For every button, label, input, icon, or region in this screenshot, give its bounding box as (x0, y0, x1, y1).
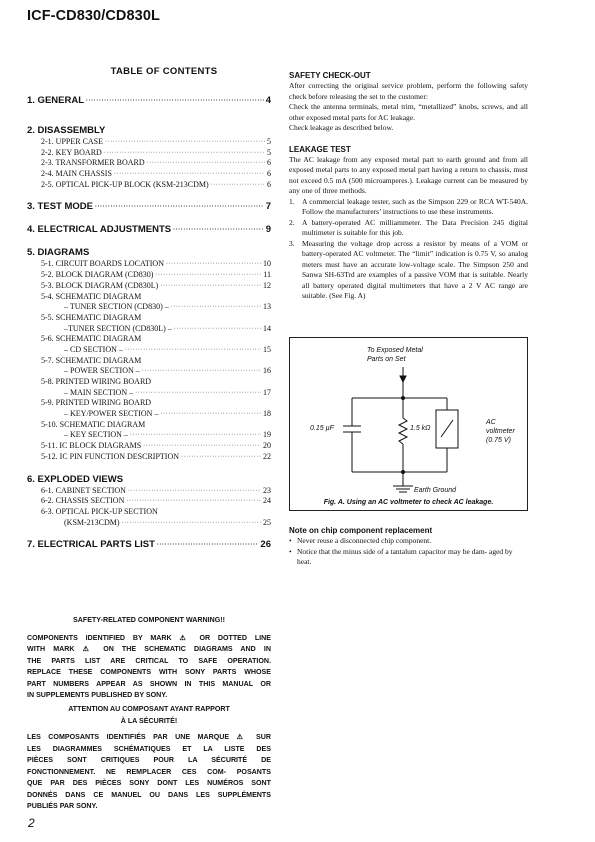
figure-caption: Fig. A. Using an AC voltmeter to check AC leakage. (323, 499, 494, 506)
toc-section-exploded-views[interactable]: 6. EXPLODED VIEWS (27, 473, 124, 485)
figure-ac-voltmeter-circuit (289, 337, 528, 511)
toc-item[interactable]: – POWER SECTION – ····· 16 (27, 366, 271, 377)
toc-item[interactable]: 5-3. BLOCK DIAGRAM (CD830L) ····· 12 (27, 281, 271, 292)
toc-item: 6-3. OPTICAL PICK-UP SECTION (41, 506, 158, 516)
figure-label-voltmeter: AC voltmeter (0.75 V) (486, 419, 515, 444)
list-item: 2. A battery-operated AC milliammeter. The Data Precision 245 digital multimeter is suitable for this job. (289, 217, 528, 237)
list-item: 3. Measuring the voltage drop across a resistor by means of a VOM or battery-operated AC voltmeter. The “limit” indication is 0.75 V, so analog meters must have an accurate low-voltage scale. The Simpson 250 and Sanwa SH-63Trd are examples of a passive VOM that is suitable. Nearly all battery operated digital multimeters that have a 2 V AC range are suitable. (See Fig. A) (289, 238, 528, 300)
toc-item: 5-7. SCHEMATIC DIAGRAM (41, 355, 142, 365)
toc-item: 5-6. SCHEMATIC DIAGRAM (41, 334, 142, 344)
toc-section-disassembly[interactable]: 2. DISASSEMBLY (27, 125, 106, 136)
toc-item[interactable]: 6-1. CABINET SECTION ····· 23 (27, 486, 271, 497)
method-list (289, 197, 528, 302)
toc-item[interactable]: 5-2. BLOCK DIAGRAM (CD830) ····· 11 (27, 270, 271, 281)
toc-item: 5-5. SCHEMATIC DIAGRAM (41, 312, 142, 322)
toc-item[interactable]: 2-5. OPTICAL PICK-UP BLOCK (KSM-213CDM) ····· 6 (27, 180, 271, 191)
chip-component-note (289, 525, 528, 568)
warning-line: WITH MARK ⚠ ON THE SCHEMATIC DIAGRAMS AND IN (27, 645, 271, 653)
toc-item[interactable]: 5-1. CIRCUIT BOARDS LOCATION ····· 10 (27, 259, 271, 270)
toc-item: 5-10. SCHEMATIC DIAGRAM (41, 419, 146, 429)
warning-title: ATTENTION AU COMPOSANT AYANT RAPPORT (68, 705, 230, 713)
toc-item[interactable]: 5-12. IC PIN FUNCTION DESCRIPTION ····· 22 (27, 452, 271, 463)
toc-item: 5-9. PRINTED WIRING BOARD (41, 398, 152, 408)
section-heading: LEAKAGE TEST (289, 144, 351, 154)
warning-line: IN SUPPLEMENTS PUBLISHED BY SONY. (27, 691, 168, 699)
note-list (289, 536, 528, 568)
toc-item[interactable]: – CD SECTION – ····· 15 (27, 345, 271, 356)
warning-line: PIÈCES SONT CRITIQUES POUR LA SÉCURITÉ DE (27, 756, 271, 764)
toc-item: 5-4. SCHEMATIC DIAGRAM (41, 291, 142, 301)
toc-item: 5-8. PRINTED WIRING BOARD (41, 377, 152, 386)
figure-label-resistor: 1.5 kΩ (410, 425, 431, 432)
toc-item[interactable]: –TUNER SECTION (CD830L) – ····· 14 (27, 324, 271, 335)
figure-label-capacitor: 0.15 µF (310, 425, 334, 432)
warning-line: QUE PAR DES PIÈCES SONY DONT LES NUMÉROS SONT (27, 779, 271, 787)
toc-item[interactable]: – MAIN SECTION – ····· 17 (27, 388, 271, 399)
toc-item[interactable]: 2-2. KEY BOARD ····· 5 (27, 148, 271, 159)
toc-item[interactable]: 6-2. CHASSIS SECTION ····· 24 (27, 496, 271, 507)
toc-section-test-mode[interactable]: 3. TEST MODE ····· 7 (27, 200, 271, 213)
section-heading: SAFETY CHECK-OUT (289, 71, 371, 80)
toc-section-diagrams[interactable]: 5. DIAGRAMS (27, 247, 90, 259)
toc-item[interactable]: 5-11. IC BLOCK DIAGRAMS ····· 20 (27, 441, 271, 452)
section-heading: Note on chip component replacement (289, 526, 433, 535)
list-item: • Never reuse a disconnected chip component. (289, 536, 432, 545)
warning-line: LES COMPOSANTS IDENTIFIÉS PAR UNE MARQUE ⚠ SUR (27, 733, 271, 741)
warning-line: DONNÉS DANS CE MANUEL OU DANS LES SUPPLÉMENTS (27, 790, 271, 799)
paragraph: After correcting the original service problem, perform the following safety check before releasing the set to the customer: (289, 81, 528, 101)
page-number: 2 (28, 816, 35, 830)
warning-line: COMPONENTS IDENTIFIED BY MARK ⚠ OR DOTTED LINE (27, 633, 271, 642)
document-model-title: ICF-CD830/CD830L (27, 8, 160, 24)
paragraph: Check the antenna terminals, metal trim, “metallized” knobs, screws, and all other exposed metal parts for AC leakage. (289, 102, 528, 122)
toc-item[interactable]: – KEY/POWER SECTION – ····· 18 (27, 409, 271, 420)
toc-item[interactable]: 2-3. TRANSFORMER BOARD ····· 6 (27, 158, 271, 169)
figure-label-exposed-metal: To Exposed Metal Parts on Set (367, 347, 423, 363)
toc-item[interactable]: 2-1. UPPER CASE ····· 5 (27, 137, 271, 148)
warning-line: FONCTIONNEMENT. NE REMPLACER CES COM- POSANTS (27, 767, 271, 776)
safety-warning-french (27, 704, 271, 813)
toc-item[interactable]: – KEY SECTION – ····· 19 (27, 430, 271, 441)
table-of-contents (27, 66, 271, 551)
toc-item[interactable]: 2-4. MAIN CHASSIS ····· 6 (27, 169, 271, 180)
toc-section-electrical-parts-list[interactable]: 7. ELECTRICAL PARTS LIST ····· 26 (27, 538, 271, 551)
warning-title: À LA SÉCURITÉ! (120, 716, 178, 725)
warning-line: THE PARTS LIST ARE CRITICAL TO SAFE OPERATION. (27, 656, 271, 665)
warning-line: LES DIAGRAMMES SCHÉMATIQUES ET LA LISTE DES (27, 744, 271, 753)
list-item: 1. A commercial leakage tester, such as the Simpson 229 or RCA WT-540A. Follow the manufacturers’ instructions to use these instruments. (289, 196, 528, 216)
warning-line: PART NUMBERS APPEAR AS SHOWN IN THIS MANUAL OR (27, 679, 271, 688)
toc-item[interactable]: (KSM-213CDM) ····· 25 (27, 518, 271, 529)
toc-item[interactable]: – TUNER SECTION (CD830) – ····· 13 (27, 302, 271, 313)
toc-section-electrical-adjustments[interactable]: 4. ELECTRICAL ADJUSTMENTS ····· 9 (27, 223, 271, 236)
toc-title: TABLE OF CONTENTS (110, 66, 218, 77)
list-item: • Notice that the minus side of a tantalum capacitor may be dam- aged by heat. (289, 546, 513, 566)
figure-label-earth-ground: Earth Ground (414, 487, 457, 494)
safety-checkout-section (289, 70, 528, 302)
toc-section-general[interactable]: 1. GENERAL ····· 4 (27, 94, 271, 107)
safety-warning-english (27, 615, 271, 702)
warning-title: SAFETY-RELATED COMPONENT WARNING!! (73, 616, 225, 624)
paragraph: Check leakage as described below. (289, 123, 394, 132)
warning-line: PUBLIÉS PAR SONY. (27, 802, 98, 810)
warning-line: REPLACE THESE COMPONENTS WITH SONY PARTS WHOSE (27, 668, 271, 676)
paragraph: The AC leakage from any exposed metal part to earth ground and from all exposed metal parts to any exposed metal part having a return to chassis, must not exceed 0.5 mA (500 microamperes.). Leakage current can be measured by any one of three methods. (289, 154, 528, 195)
